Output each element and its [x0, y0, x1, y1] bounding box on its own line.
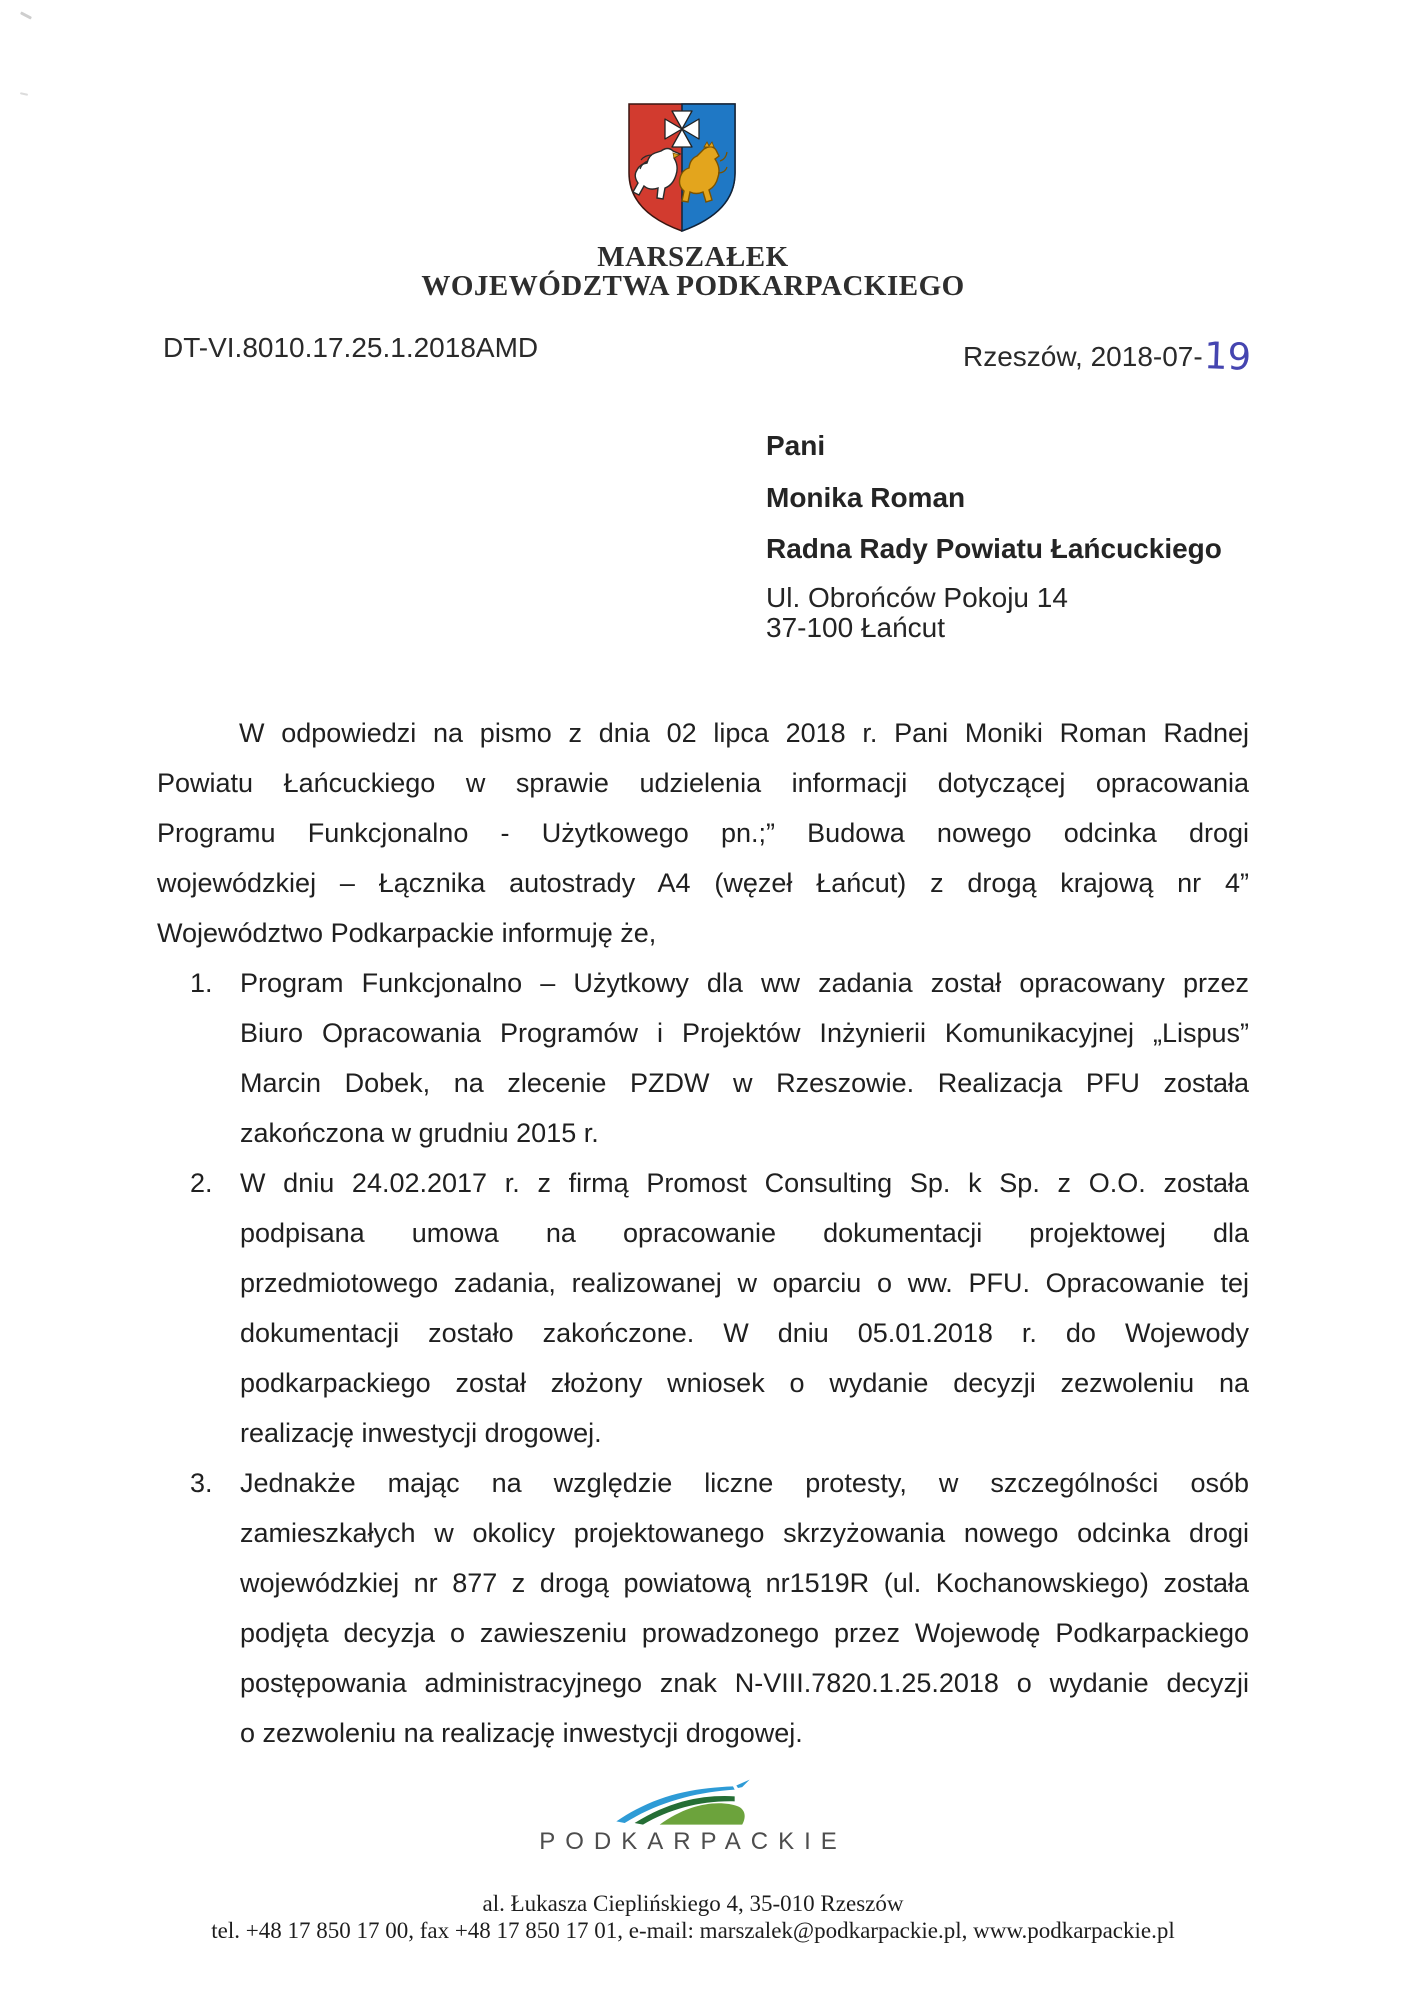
body-line: Program Funkcjonalno – Użytkowy dla ww zadania został opracowany przez [240, 968, 1249, 998]
body-line: Marcin Dobek, na zlecenie PZDW w Rzeszowie. Realizacja PFU została [240, 1068, 1249, 1098]
letter-body [157, 708, 1249, 1758]
scan-artifact [20, 11, 32, 19]
list-item-3 [157, 1458, 1249, 1758]
recipient-salutation: Pani [766, 430, 826, 461]
list-number: 1. [190, 968, 213, 998]
podkarpackie-logo-text: PODKARPACKIE [539, 1828, 847, 1855]
body-line: przedmiotowego zadania, realizowanej w oparciu o ww. PFU. Opracowanie tej [240, 1268, 1249, 1298]
body-line: Programu Funkcjonalno - Użytkowego pn.;” Budowa nowego odcinka drogi [157, 818, 1249, 848]
reference-number: DT-VI.8010.17.25.1.2018AMD [163, 332, 539, 363]
body-line: podkarpackiego został złożony wniosek o wydanie decyzji zezwoleniu na [240, 1368, 1249, 1398]
footer-contact: tel. +48 17 850 17 00, fax +48 17 850 17 01, e-mail: marszalek@podkarpackie.pl, www.podkarpackie.pl [211, 1918, 1175, 1943]
body-line: W odpowiedzi na pismo z dnia 02 lipca 2018 r. Pani Moniki Roman Radnej [239, 718, 1249, 748]
recipient-street: Ul. Obrońców Pokoju 14 [766, 582, 1068, 613]
list-number: 3. [190, 1468, 213, 1498]
list-item-2 [157, 1158, 1249, 1458]
body-line: Jednakże mając na względzie liczne protesty, w szczególności osób [240, 1468, 1249, 1498]
body-line: dokumentacji zostało zakończone. W dniu 05.01.2018 r. do Wojewody [240, 1318, 1249, 1348]
body-line: podjęta decyzja o zawieszeniu prowadzonego przez Wojewodę Podkarpackiego [240, 1618, 1249, 1648]
intro-paragraph [157, 708, 1249, 958]
body-line: realizację inwestycji drogowej. [240, 1418, 602, 1448]
letterhead-title-line2: WOJEWÓDZTWA PODKARPACKIEGO [421, 270, 965, 302]
list-item-1 [157, 958, 1249, 1158]
list-number: 2. [190, 1168, 213, 1198]
podkarpackie-brand-logo [0, 1778, 1386, 1833]
body-line: Powiatu Łańcuckiego w sprawie udzielenia informacji dotyczącej opracowania [157, 768, 1249, 798]
body-line: Województwo Podkarpackie informuję że, [157, 918, 657, 948]
body-line: wojewódzkiej nr 877 z drogą powiatową nr1519R (ul. Kochanowskiego) została [240, 1568, 1249, 1598]
podkarpackie-coat-of-arms-icon [628, 103, 736, 232]
recipient-city: 37-100 Łańcut [766, 612, 946, 643]
body-line: o zezwoleniu na realizację inwestycji drogowej. [240, 1718, 803, 1748]
body-line: postępowania administracyjnego znak N-VIII.7820.1.25.2018 o wydanie decyzji [240, 1668, 1249, 1698]
recipient-name: Monika Roman [766, 482, 966, 513]
body-line: wojewódzkiej – Łącznika autostrady A4 (węzeł Łańcut) z drogą krajową nr 4” [157, 868, 1249, 898]
podkarpackie-swoosh-icon [598, 1778, 788, 1828]
airplane-icon [736, 1780, 749, 1788]
body-line: zakończona w grudniu 2015 r. [240, 1118, 599, 1148]
footer-address: al. Łukasza Cieplińskiego 4, 35-010 Rzeszów [482, 1891, 904, 1916]
body-line: Biuro Opracowania Programów i Projektów Inżynierii Komunikacyjnej „Lispus” [240, 1018, 1249, 1048]
recipient-title: Radna Rady Powiatu Łańcuckiego [766, 533, 1222, 564]
body-line: zamieszkałych w okolicy projektowanego skrzyżowania nowego odcinka drogi [240, 1518, 1249, 1548]
date-handwritten-day: 19 [1202, 334, 1252, 379]
body-line: podpisana umowa na opracowanie dokumentacji projektowej dla [240, 1218, 1249, 1248]
date-printed: Rzeszów, 2018-07- [963, 341, 1203, 372]
letterhead-title-line1: MARSZAŁEK [597, 241, 789, 273]
body-line: W dniu 24.02.2017 r. z firmą Promost Consulting Sp. k Sp. z O.O. została [240, 1168, 1249, 1198]
date-line [963, 332, 1252, 379]
scan-artifact [20, 92, 28, 96]
